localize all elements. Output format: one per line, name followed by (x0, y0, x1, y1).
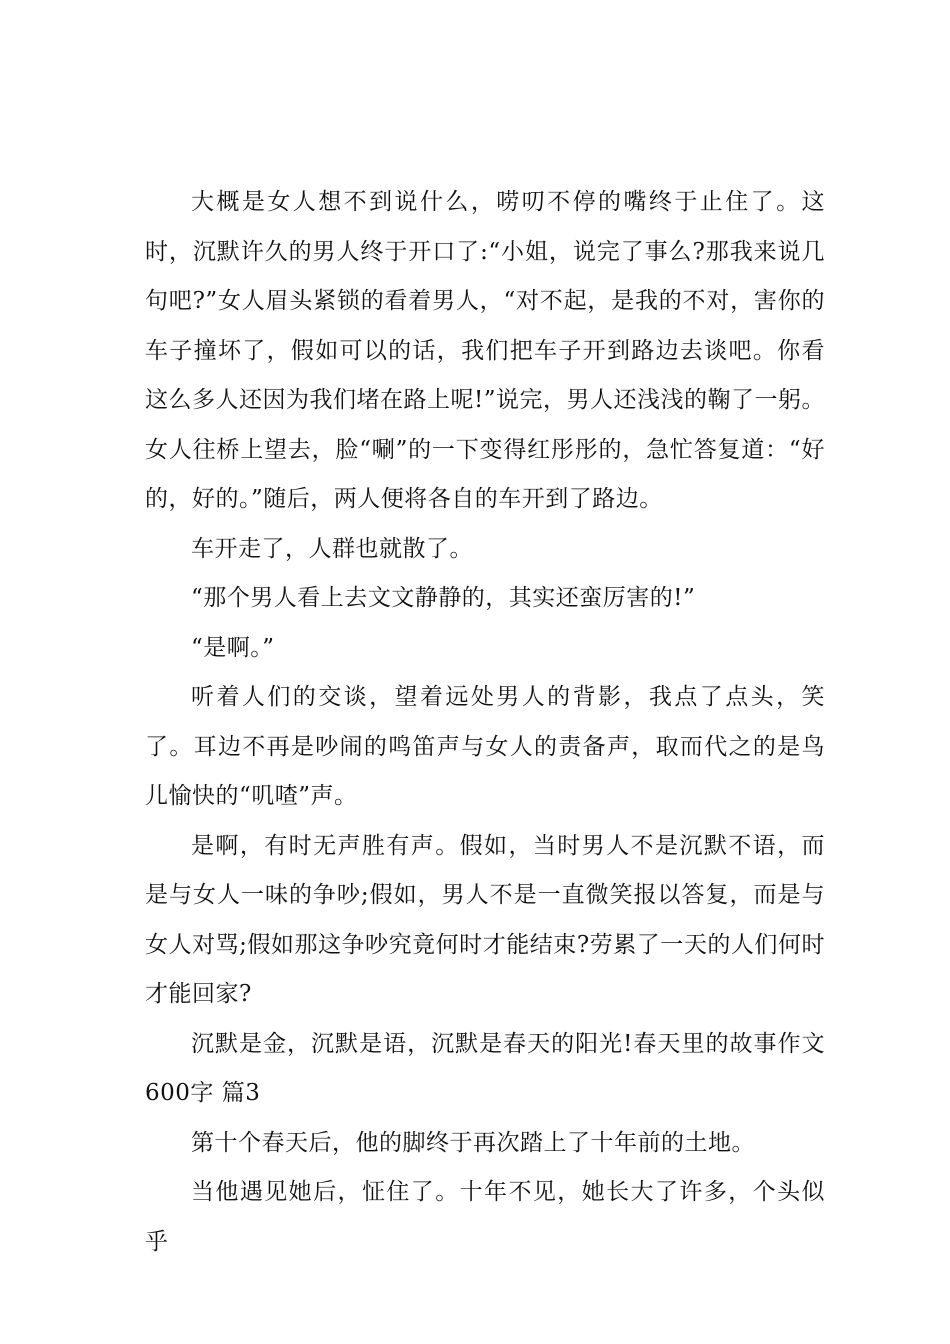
paragraph-9: 当他遇见她后，怔住了。十年不见，她长大了许多，个头似乎 (145, 1179, 825, 1255)
paragraph-2: 车开走了，人群也就散了。 (191, 535, 473, 562)
paragraph-1: 大概是女人想不到说什么，唠叨不停的嘴终于止住了。这时，沉默许久的男人终于开口了:“小姐，说完了事么?那我来说几句吧?”女人眉头紧锁的看着男人，“对不起，是我的不对，害你的车子撞坏了，假如可以的话，我们把车子开到路边去谈吧。你看这么多人还因为我们堵在路上呢!”说完，男人还浅浅的鞠了一躬。女人往桥上望去，脸“唰”的一下变得红彤彤的，急忙答复道：“好的，好的。”随后，两人便将各自的车开到了路边。 (145, 189, 826, 512)
paragraph-4: “是啊。” (191, 634, 275, 661)
paragraph-3: “那个男人看上去文文静静的，其实还蛮厉害的!” (191, 585, 696, 611)
document-body (145, 178, 825, 1267)
paragraph-7: 沉默是金，沉默是语，沉默是春天的阳光!春天里的故事作文600字 篇3 (145, 1030, 825, 1106)
paragraph-6: 是啊，有时无声胜有声。假如，当时男人不是沉默不语，而是与女人一味的争吵;假如，男人不是一直微笑报以答复，而是与女人对骂;假如那这争吵究竟何时才能结束?劳累了一天的人们何时才能回家? (145, 832, 825, 1007)
paragraph-8: 第十个春天后，他的脚终于再次踏上了十年前的土地。 (191, 1129, 755, 1156)
paragraph-5: 听着人们的交谈，望着远处男人的背影，我点了点头，笑了。耳边不再是吵闹的鸣笛声与女人的责备声，取而代之的是鸟儿愉快的“叽喳”声。 (145, 684, 825, 809)
